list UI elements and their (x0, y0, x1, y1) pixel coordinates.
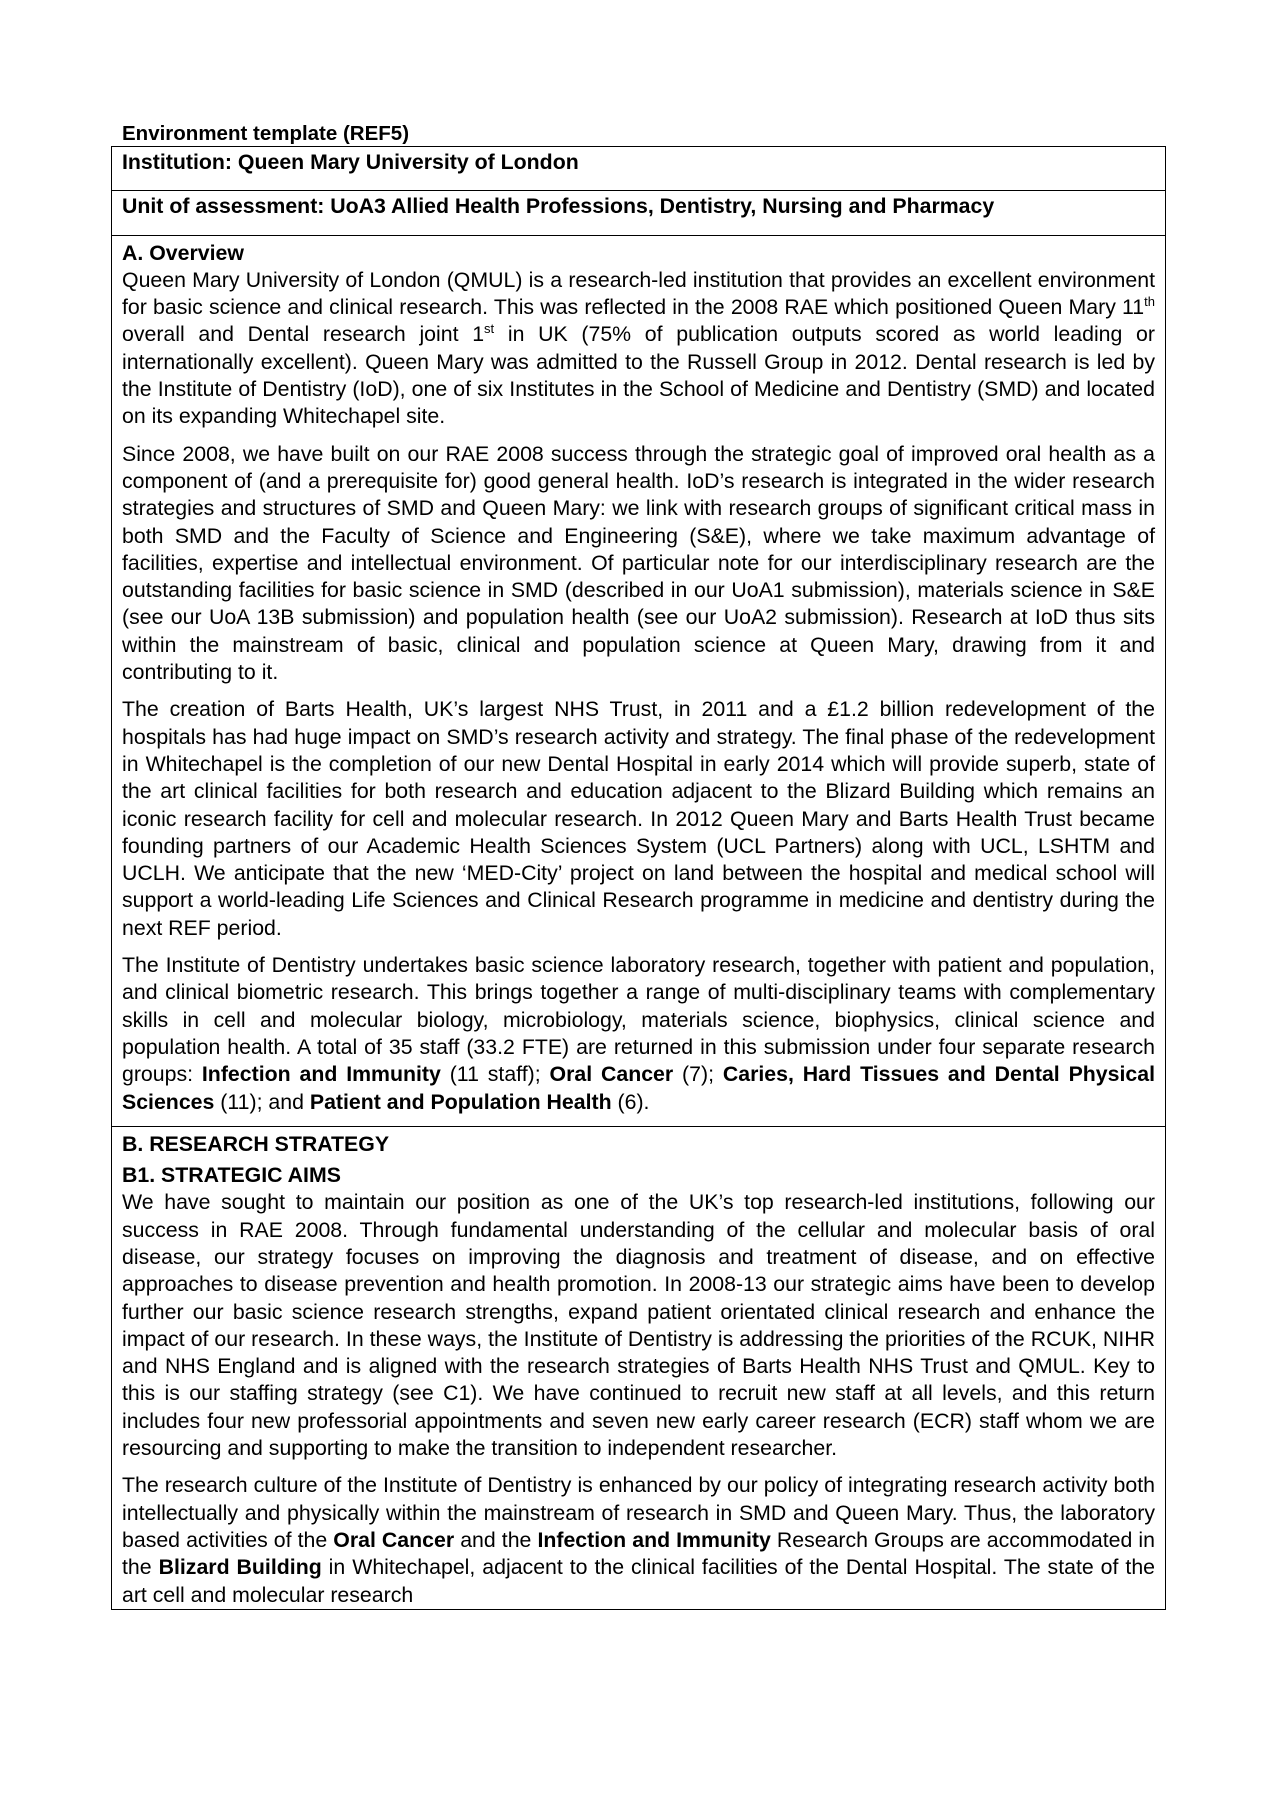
strategy-paragraph-2: The research culture of the Institute of Dentistry is enhanced by our policy of integrating research activity both intellectually and physically within the mainstream of research in SMD and Queen Mary. Thus, the laboratory based activities of the Oral Cancer and the Infection and Immunity Research Groups are accommodated in the Blizard Building in Whitechapel, adjacent to the clinical facilities of the Dental Hospital. The state of the art cell and molecular research (122, 1473, 1156, 1607)
overview-paragraph-2: Since 2008, we have built on our RAE 2008 success through the strategic goal of improved oral health as a component of (and a prerequisite for) good general health. IoD’s research is integrated in the wider research strategies and structures of SMD and Queen Mary: we link with research groups of significant critical mass in both SMD and the Faculty of Science and Engineering (S&E), where we take maximum advantage of facilities, expertise and intellectual environment. Of particular note for our interdisciplinary research are the outstanding facilities for basic science in SMD (described in our UoA1 submission), materials science in S&E (see our UoA 13B submission) and population health (see our UoA2 submission). Research at IoD thus sits within the mainstream of basic, clinical and population science at Queen Mary, drawing from it and contributing to it. (122, 441, 1155, 685)
institution-row: Institution: Queen Mary University of London (112, 147, 1165, 191)
overview-heading: A. Overview (122, 240, 244, 265)
strategy-paragraph-1: We have sought to maintain our position as one of the UK’s top research-led institutions, following our success in RAE 2008. Through fundamental understanding of the cellular and molecular basis of oral disease, our strategy focuses on improving the diagnosis and treatment of disease, and on effective approaches to disease prevention and health promotion. In 2008-13 our strategic aims have been to develop further our basic science research strengths, expand patient orientated clinical research and enhance the impact of our research. In these ways, the Institute of Dentistry is addressing the priorities of the RCUK, NIHR and NHS England and is aligned with the research strategies of Barts Health NHS Trust and QMUL. Key to this is our staffing strategy (see C1). We have continued to recruit new staff at all levels, and this return includes four new professorial appointments and seven new early career research (ECR) staff whom we are resourcing and supporting to make the transition to independent researcher. (122, 1190, 1155, 1461)
superscript-st: st (484, 321, 495, 337)
environment-table (111, 146, 1166, 1610)
superscript-th: th (1144, 294, 1155, 310)
research-strategy-heading: B. RESEARCH STRATEGY (122, 1131, 390, 1156)
overview-paragraph-3: The creation of Barts Health, UK’s largest NHS Trust, in 2011 and a £1.2 billion redevelopment of the hospitals has had huge impact on SMD’s research activity and strategy. The final phase of the redevelopment in Whitechapel is the completion of our new Dental Hospital in early 2014 which will provide superb, state of the art clinical facilities for both research and education adjacent to the Blizard Building which remains an iconic research facility for cell and molecular research. In 2012 Queen Mary and Barts Health Trust became founding partners of our Academic Health Sciences System (UCL Partners) along with UCL, LSHTM and UCLH. We anticipate that the new ‘MED-City’ project on land between the hospital and medical school will support a world-leading Life Sciences and Clinical Research programme in medicine and dentistry during the next REF period. (122, 697, 1155, 940)
group-caries: Caries, Hard Tissues and Dental Physical Sciences (122, 1062, 1155, 1114)
group-patient-population: Patient and Population Health (309, 1089, 612, 1114)
bold-blizard-building: Blizard Building (158, 1555, 322, 1580)
unit-of-assessment-row: Unit of assessment: UoA3 Allied Health Professions, Dentistry, Nursing and Pharmacy (112, 191, 1165, 235)
group-oral-cancer: Oral Cancer (549, 1062, 674, 1087)
template-title: Environment template (REF5) (122, 122, 410, 145)
research-strategy-section (112, 1127, 1165, 1609)
group-infection-immunity: Infection and Immunity (201, 1062, 441, 1087)
bold-oral-cancer: Oral Cancer (333, 1527, 455, 1552)
overview-paragraph-4: The Institute of Dentistry undertakes basic science laboratory research, together with patient and population, and clinical biometric research. This brings together a range of multi-disciplinary teams with complementary skills in cell and molecular biology, microbiology, materials science, biophysics, clinical science and population health. A total of 35 staff (33.2 FTE) are returned in this submission under four separate research groups: Infection and Immunity (11 staff); Oral Cancer (7); Caries, Hard Tissues and Dental Physical Sciences (11); and Patient and Population Health (6). (122, 953, 1155, 1114)
bold-infection-immunity: Infection and Immunity (537, 1527, 771, 1552)
strategic-aims-heading: B1. STRATEGIC AIMS (122, 1163, 341, 1188)
overview-section (112, 236, 1165, 1127)
overview-paragraph-1: Queen Mary University of London (QMUL) is a research-led institution that provides an excellent environment for basic science and clinical research. This was reflected in the 2008 RAE which positioned Queen Mary 11th overall and Dental research joint 1st in UK (75% of publication outputs scored as world leading or internationally excellent). Queen Mary was admitted to the Russell Group in 2012. Dental research is led by the Institute of Dentistry (IoD), one of six Institutes in the School of Medicine and Dentistry (SMD) and located on its expanding Whitechapel site. (122, 267, 1155, 429)
